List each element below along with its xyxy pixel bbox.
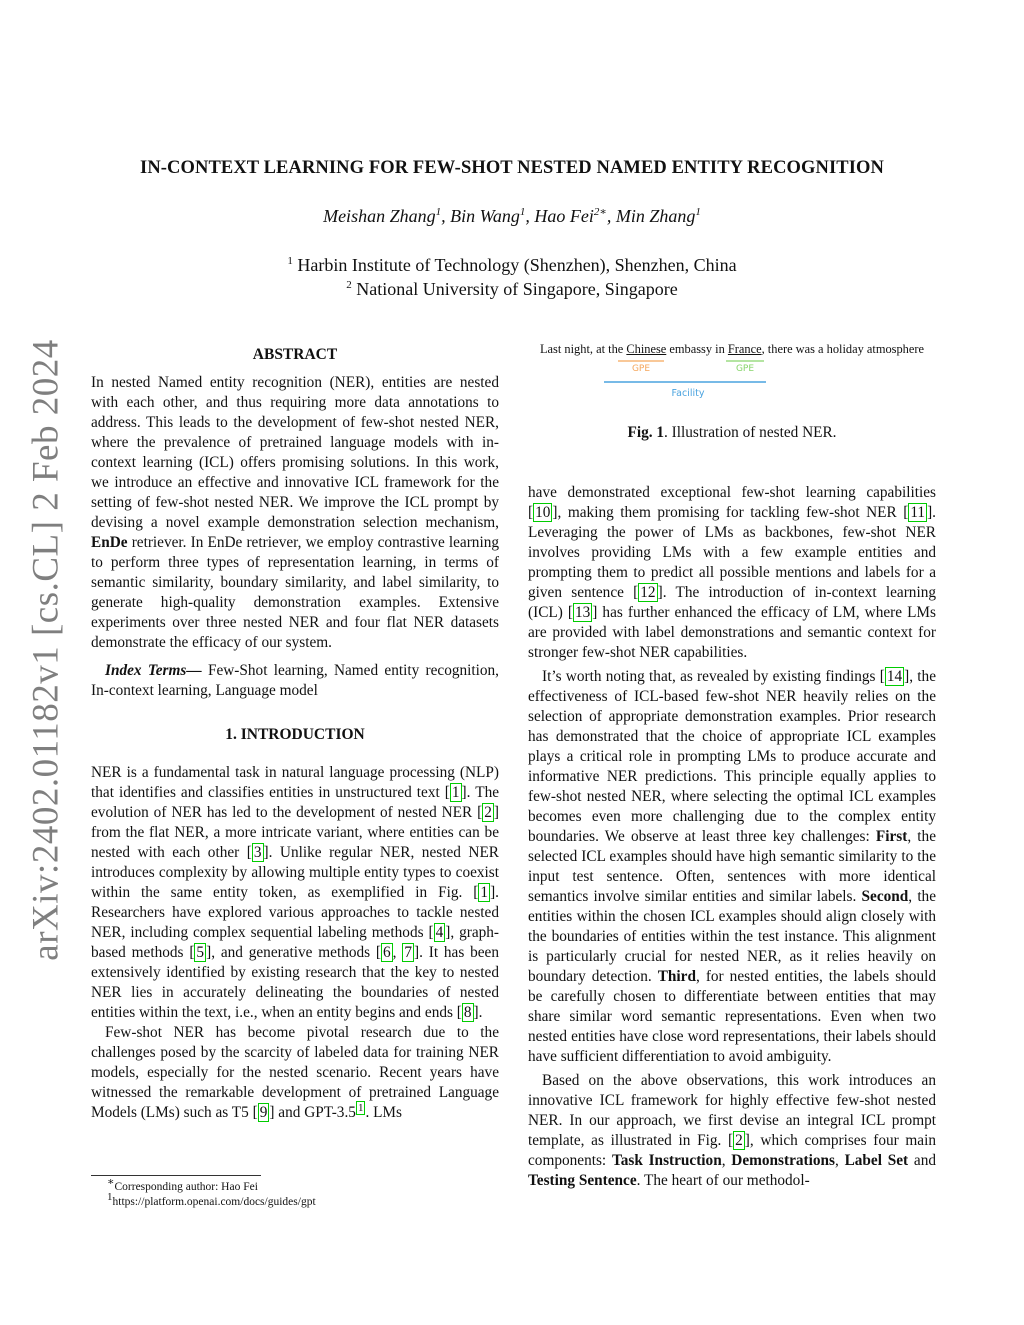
author-list [80, 206, 944, 227]
author: Min Zhang$^1$ [615, 206, 701, 226]
left-column [91, 345, 499, 1123]
bold-term: First [875, 828, 908, 845]
citation: [ 13 ] [567, 604, 598, 621]
abstract-body: In nested Named entity recognition (NER), entities are nested with each other, and thus requiring more data annotations to address. This leads to the development of few-shot nested NER, where the prevalence of pretrained language models with in-context learning (ICL) offers promising solutions. In this work, we introduce an effective and innovative ICL framework for the setting of few-shot nested NER. We improve the ICL prompt by devising a novel example demonstration selection mechanism, EnDe retriever. In EnDe retriever, we employ contrastive learning to perform three types of representation learning, in terms of semantic similarity, boundary similarity, and label similarity, to generate high-quality demonstration examples. Extensive experiments over three nested NER and four flat NER datasets demonstrate the efficacy of our system. [91, 374, 499, 651]
figure-1 [528, 342, 936, 441]
abstract-heading: ABSTRACT [252, 346, 338, 363]
entity-word: Chinese [626, 342, 667, 356]
intro-paragraph: It’s worth noting that, as revealed by existing findings [ 14 ], the effectiveness of ICL-based few-shot NER heavily relies on the selection of appropriate demonstration examples. Prior research has demonstrated that the choice of appropriate ICL examples plays a critical role in prompting LMs to produce accurate and informative NER predictions. This principle equally applies to few-shot nested NER, where selecting the optimal ICL examples becomes even more challenging due to the complex entity boundaries. We observe at least three key challenges: First, the selected ICL examples should have high semantic similarity to the input test sentence. Often, sentences with more identical semantics involve similar entities and similar labels. Second, the entities within the chosen ICL examples should align closely with the boundaries of entities within the test instance. This alignment is particularly crucial for nested NER, as it relies heavily on boundary detection. Third, for nested entities, the labels should be carefully chosen to differentiate between entities that may share similar word semantic representations. Even when two nested entities have close word representations, their labels should have sufficient differentiation to avoid ambiguity. [528, 668, 937, 1065]
citation: [ 3 ] [246, 844, 269, 861]
citation: [ 9 ] [252, 1104, 275, 1121]
intro-paragraph: have demonstrated exceptional few-shot learning capabilities [ 10 ], making them promising for tackling few-shot NER [ 11 ]. Leveraging the power of LMs as backbones, few-shot NER involves providing LMs with a few example entities and prompting them to predict all possible mentions and labels for a given sentence [ 12 ]. The introduction of in-context learning (ICL) [ 13 ] has further enhanced the efficacy of LM, where LMs are provided with label demonstrations and semantic context for stronger few-shot NER capabilities. [528, 484, 936, 661]
citation-link[interactable]: 2 [484, 804, 492, 821]
footnote-rule [91, 1175, 261, 1176]
arxiv-identifier: arXiv:2402.01182v1 [cs.CL] 2 Feb 2024 [25, 339, 67, 961]
citation-link[interactable]: 10 [535, 504, 551, 521]
intro-paragraph: Based on the above observations, this work introduces an innovative ICL framework for highly effective few-shot nested NER. In our approach, we first devise an integral ICL prompt template, as illustrated in Fig. [ 2 ], which comprises four main components: Task Instruction, Demonstrations, Label Set and Testing Sentence. The heart of our methodol- [528, 1072, 936, 1189]
citation: [ 1 ] [444, 784, 467, 801]
citation-link[interactable]: 1 [451, 784, 460, 801]
bold-term: Demonstrations [731, 1152, 835, 1169]
citation: [ 4 ] [428, 924, 451, 941]
paper-title: IN-CONTEXT LEARNING FOR FEW-SHOT NESTED NAMED ENTITY RECOGNITION [140, 158, 884, 178]
citation-link[interactable]: 13 [574, 604, 591, 621]
affiliation: $^2$ National University of Singapore, Singapore [346, 279, 678, 299]
section-heading-introduction: 1. INTRODUCTION [225, 726, 365, 743]
bold-term: Second [861, 888, 909, 905]
citation: [ 10 ] [528, 504, 558, 521]
citation-link[interactable]: 11 [910, 504, 926, 521]
citation-link[interactable]: 14 [886, 668, 903, 685]
citation: [ 14 ] [879, 668, 910, 685]
figure-example-sentence: Last night, at the Chinese embassy in France, there was a holiday atmosphere [539, 342, 925, 356]
arxiv-sidebar-stamp [16, 339, 76, 961]
gpe-label: GPE [631, 364, 651, 374]
citation: [ 2 ] [477, 804, 499, 821]
intro-paragraph: Few-shot NER has become pivotal research due to the challenges posed by the scarcity of labeled data for training NER models, especially for the nested scenario. Recent years have witnessed the remarkable development of pretrained Language Models (LMs) such as T5 [ 9 ] and GPT-3.5 $^1$ . LMs [91, 1024, 499, 1121]
bold-term: Testing Sentence [528, 1172, 637, 1189]
footnotes [91, 1175, 501, 1210]
facility-label: Facility [671, 388, 705, 399]
footnote: ∗Corresponding author: Hao Fei [107, 1176, 258, 1193]
citation: [ 2 ] [728, 1132, 750, 1149]
author: Meishan Zhang$^1$, [323, 206, 451, 226]
citation: [ 5 ] [189, 944, 212, 961]
citation-link[interactable]: 9 [259, 1104, 268, 1121]
index-terms: Index Terms— Few-Shot learning, Named entity recognition, In-context learning, Language model [91, 662, 500, 699]
gpe-label: GPE [735, 364, 755, 374]
citation-link[interactable]: 12 [640, 584, 656, 601]
figure-caption: Fig. 1. Illustration of nested NER. [627, 424, 837, 441]
citation-link[interactable]: 2 [735, 1132, 743, 1149]
footnote-link[interactable]: 1 [357, 1101, 364, 1114]
citation: [ 1 ] [473, 884, 496, 901]
citation: [ 11 ] [903, 504, 933, 521]
bold-term: Label Set [844, 1152, 909, 1169]
author: Hao Fei$^{2∗}$, [534, 206, 616, 226]
citation-link[interactable]: 4 [435, 924, 444, 941]
intro-paragraph: NER is a fundamental task in natural language processing (NLP) that identifies and classifies entities in unstructured text [ 1 ]. The evolution of NER has led to the development of nested NER [ 2 ] from the flat NER, a more intricate variant, where entities can be nested with each other [ 3 ]. Unlike regular NER, nested NER introduces complexity by allowing multiple entity types to coexist within the same entity token, as exemplified in Fig. [ 1 ]. Researchers have explored various approaches to tackle nested NER, including complex sequential labeling methods [ 4 ], graph-based methods [ 5 ], and generative methods [ 6 , 7 ]. It has been extensively identified by existing research that the key to nested NER lies in accurately delineating the boundaries of nested entities within the text, i.e., when an entity begins and ends [ 8 ]. [91, 764, 500, 1021]
nested-entity-diagram [528, 358, 936, 420]
author: Bin Wang$^1$, [450, 206, 535, 226]
citation-link[interactable]: 1 [480, 884, 489, 901]
entity-word: France [727, 342, 762, 356]
bold-term: Task Instruction [611, 1152, 722, 1169]
citation-link[interactable]: 7 [404, 944, 412, 961]
citation: [ 8 ] [456, 1004, 479, 1021]
right-column [528, 483, 936, 1191]
affiliation: $^1$ Harbin Institute of Technology (Shenzhen), Shenzhen, China [287, 255, 737, 275]
bold-term: Third [657, 968, 696, 985]
citation-link[interactable]: 6 [383, 944, 391, 961]
footnote: $^1$https://platform.openai.com/docs/guides/gpt [107, 1191, 316, 1208]
citation: [ 12 ] [633, 584, 663, 601]
citation-link[interactable]: 5 [196, 944, 205, 961]
citation-link[interactable]: 8 [463, 1004, 472, 1021]
citation-link[interactable]: 3 [253, 844, 262, 861]
